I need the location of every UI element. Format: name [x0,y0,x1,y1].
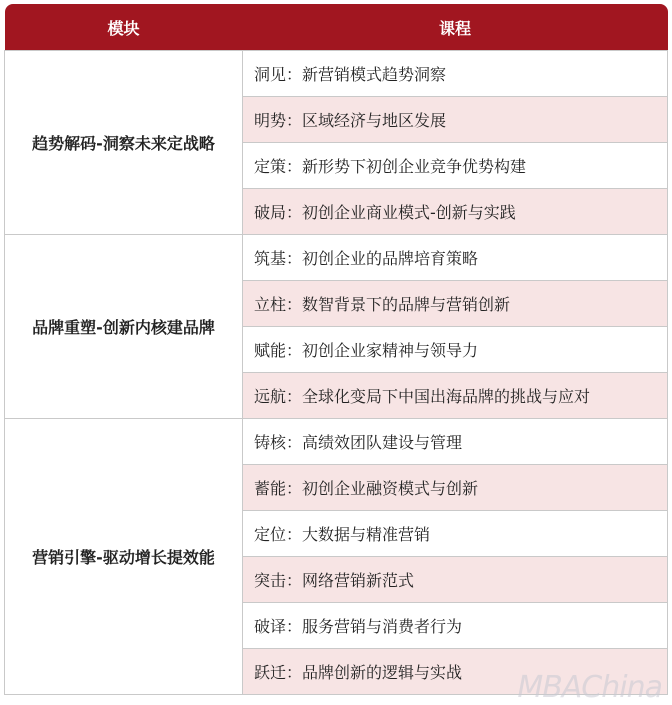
course-cell: 远航：全球化变局下中国出海品牌的挑战与应对 [243,373,668,419]
header-course: 课程 [243,4,668,51]
course-cell: 破译：服务营销与消费者行为 [243,603,668,649]
header-row [5,4,668,51]
course-cell: 定策：新形势下初创企业竞争优势构建 [243,143,668,189]
table-row [5,51,668,97]
watermark-logo: MBAChina [517,670,662,705]
table-row [5,235,668,281]
course-cell: 跃迁：品牌创新的逻辑与实战 [243,649,668,695]
table-row [5,419,668,465]
course-cell: 立柱：数智背景下的品牌与营销创新 [243,281,668,327]
course-cell: 明势：区域经济与地区发展 [243,97,668,143]
curriculum-table [4,4,668,695]
module-name: 趋势解码-洞察未来定战略 [5,51,243,235]
module-name: 营销引擎-驱动增长提效能 [5,419,243,695]
course-cell: 铸核：高绩效团队建设与管理 [243,419,668,465]
course-cell: 破局：初创企业商业模式-创新与实践 [243,189,668,235]
header-module: 模块 [5,4,243,51]
course-cell: 赋能：初创企业家精神与领导力 [243,327,668,373]
module-name: 品牌重塑-创新内核建品牌 [5,235,243,419]
course-cell: 洞见：新营销模式趋势洞察 [243,51,668,97]
course-cell: 突击：网络营销新范式 [243,557,668,603]
course-cell: 筑基：初创企业的品牌培育策略 [243,235,668,281]
course-cell: 定位：大数据与精准营销 [243,511,668,557]
course-cell: 蓄能：初创企业融资模式与创新 [243,465,668,511]
